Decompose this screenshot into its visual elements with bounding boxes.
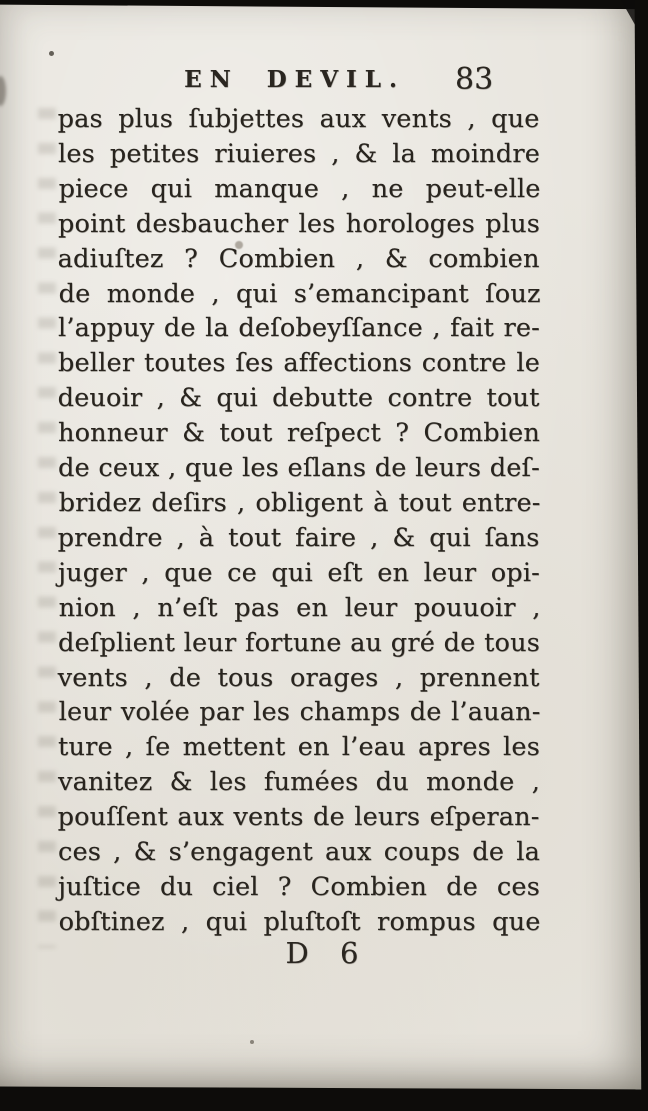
text-line: l’appuy de la deſobeyſſance , fait re-	[58, 313, 540, 344]
text-line: ture , ſe mettent en l’eau apres les	[58, 732, 540, 763]
ink-speck	[250, 1040, 254, 1044]
text-line: nion , n’eſt pas en leur pouuoir ,	[58, 592, 541, 623]
text-line: de ceux , que les eſlans de leurs deſ-	[58, 453, 540, 484]
text-line: pouſſent aux vents de leurs eſperan-	[57, 802, 540, 833]
text-line: deuoir , & qui debutte contre tout	[57, 383, 540, 414]
text-line: juger , que ce qui eſt en leur opi-	[58, 557, 540, 588]
text-line: vents , de tous orages , prennent	[57, 662, 540, 693]
text-line: bridez deſirs , obligent à tout entre-	[58, 487, 541, 518]
text-line: beller toutes ſes affections contre le	[58, 348, 540, 379]
text-line: honneur & tout reſpect ? Combien	[58, 418, 540, 449]
text-line: ces , & s’engagent aux coups de la	[58, 837, 540, 868]
running-title: EN DEVIL.	[184, 66, 405, 93]
verso-show-through	[38, 108, 56, 948]
text-line: piece qui manque , ne peut-elle	[58, 173, 541, 204]
text-line: adiuſtez ? Combien , & combien	[57, 243, 540, 274]
scan-edge-bottom	[0, 1086, 648, 1111]
text-line: juſtice du ciel ? Combien de ces	[58, 871, 540, 902]
text-line: prendre , à tout faire , & qui ſans	[57, 522, 540, 553]
text-line: deſplient leur fortune au gré de tous	[58, 627, 540, 658]
text-line: point desbaucher les horologes plus	[58, 208, 540, 239]
ink-speck	[49, 51, 54, 56]
text-line: leur volée par les champs de l’auan-	[58, 697, 541, 728]
text-line: vanitez & les fumées du monde ,	[58, 767, 540, 798]
page-header	[57, 62, 541, 100]
signature-mark: D 6	[285, 936, 359, 970]
text-line: obſtinez , qui pluſtoſt rompus que	[58, 906, 541, 937]
text-line: les petites riuieres , & la moindre	[58, 138, 540, 169]
text-line: pas plus ſubjettes aux vents , que	[57, 104, 540, 134]
page-number: 83	[455, 62, 494, 97]
text-line: de monde , qui s’emancipant ſouz	[58, 278, 541, 309]
body-text	[58, 102, 540, 940]
